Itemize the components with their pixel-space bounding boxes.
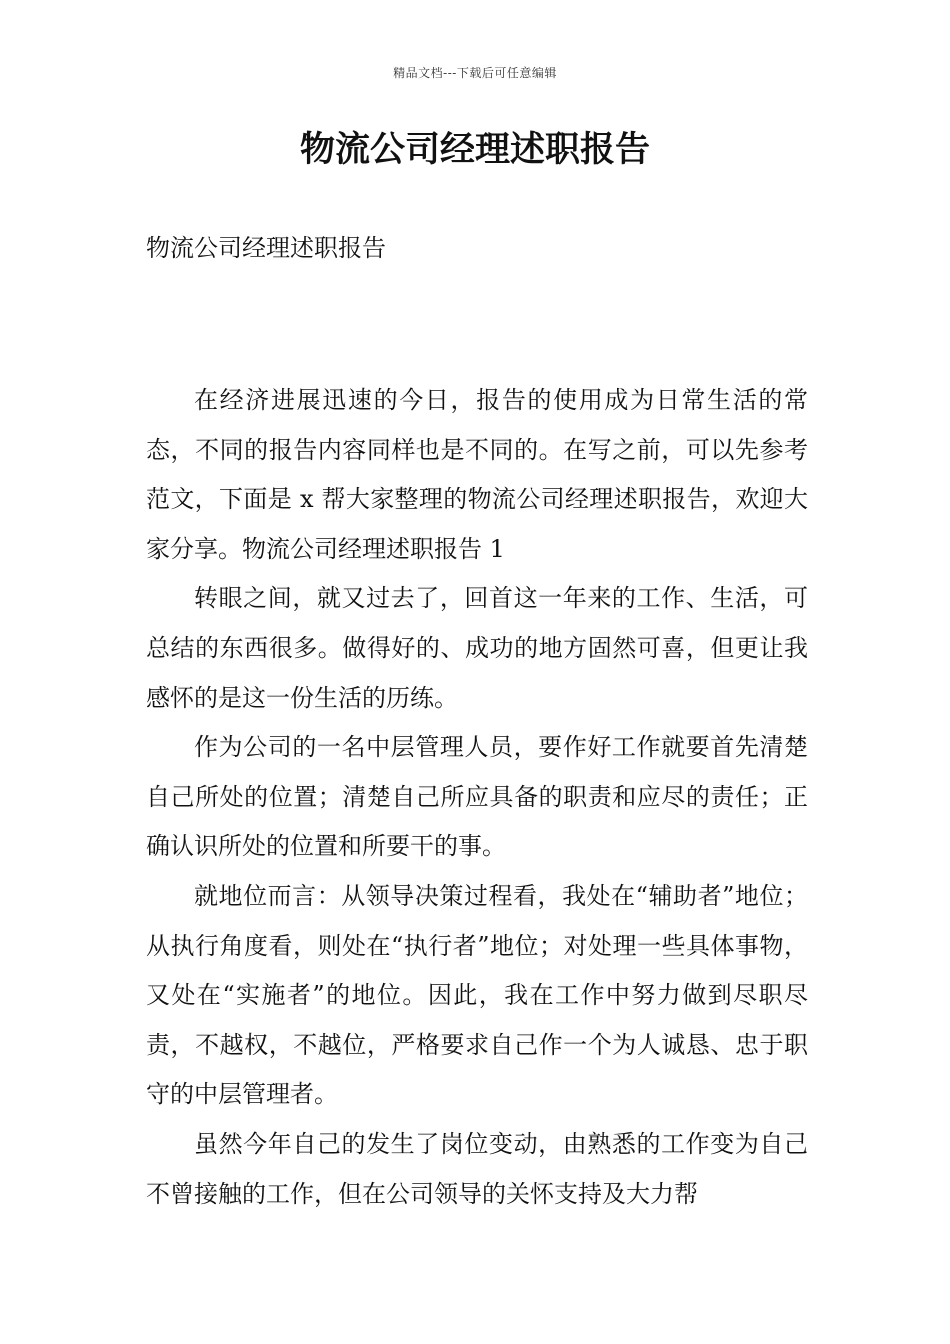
- document-title: 物流公司经理述职报告: [299, 130, 650, 170]
- paragraph: 就地位而言：从领导决策过程看，我处在“辅助者”地位；从执行角度看，则处在“执行者”地位；对处理一些具体事物，又处在“实施者”的地位。因此，我在工作中努力做到尽职尽责，不越权，不越位，严格要求自己作一个为人诚恳、忠于职守的中层管理者。: [146, 881, 808, 1109]
- paragraph: 在经济进展迅速的今日，报告的使用成为日常生活的常态，不同的报告内容同样也是不同的。在写之前，可以先参考范文，下面是 x 帮大家整理的物流公司经理述职报告，欢迎大家分享。物流公司经理述职报告 1: [146, 386, 808, 563]
- paragraph: 虽然今年自己的发生了岗位变动，由熟悉的工作变为自己不曾接触的工作，但在公司领导的关怀支持及大力帮: [146, 1129, 808, 1208]
- header-note: 精品文档---下载后可任意编辑: [393, 66, 557, 80]
- paragraph: 转眼之间，就又过去了，回首这一年来的工作、生活，可总结的东西很多。做得好的、成功的地方固然可喜，但更让我感怀的是这一份生活的历练。: [146, 584, 808, 712]
- document-body: [146, 376, 808, 1219]
- document-subtitle: 物流公司经理述职报告: [146, 234, 386, 262]
- paragraph: 作为公司的一名中层管理人员，要作好工作就要首先清楚自己所处的位置；清楚自己所应具备的职责和应尽的责任；正确认识所处的位置和所要干的事。: [146, 733, 808, 861]
